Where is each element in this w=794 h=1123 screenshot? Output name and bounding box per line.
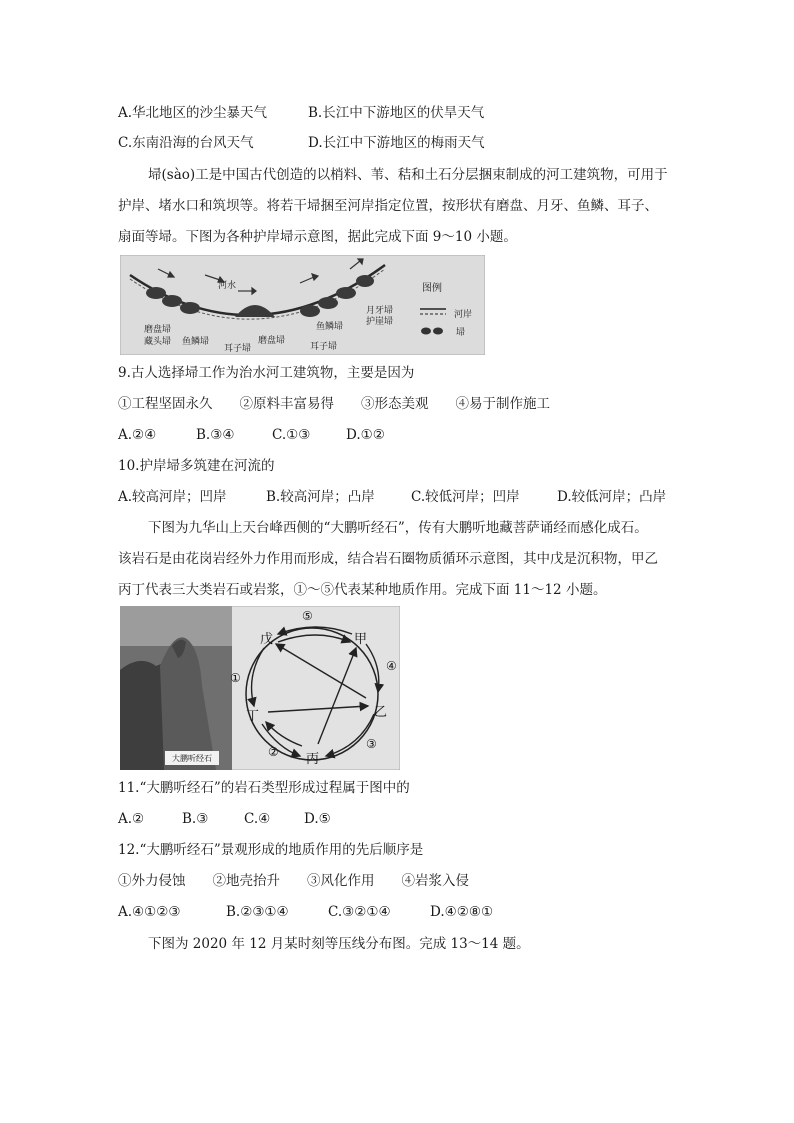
q11-stem: 11.“大鹏听经石”的岩石类型形成过程属于图中的	[118, 780, 410, 796]
q9-items: ①工程坚固永久 ②原料丰富易得 ③形态美观 ④易于制作施工	[118, 396, 550, 412]
legend-sao-label: 埽	[456, 328, 466, 338]
intro-11-12-line3: 丙丁代表三大类岩石或岩浆，①～⑤代表某种地质作用。完成下面 11～12 小题。	[118, 582, 607, 598]
q10-option-b: B.较高河岸；凸岸	[266, 489, 375, 505]
intro-9-10-line3: 扇面等埽。下图为各种护岸埽示意图，据此完成下面 9～10 小题。	[118, 229, 517, 245]
q11-option-b: B.③	[182, 811, 209, 827]
process-3: ③	[366, 737, 377, 751]
q12-option-c: C.③②①④	[328, 904, 391, 920]
label-yulin-1: 鱼鳞埽	[182, 337, 210, 347]
node-wu: 戊	[260, 632, 274, 647]
node-jia: 甲	[354, 632, 368, 647]
sao-diagram	[120, 255, 485, 355]
label-mopan-2: 磨盘埽	[258, 336, 286, 346]
q9-option-d: D.①②	[346, 427, 385, 443]
q12-option-a: A.④①②③	[118, 904, 181, 920]
q10-option-a: A.较高河岸；凹岸	[118, 489, 227, 505]
rock-cycle-figure	[120, 606, 400, 770]
q10-option-d: D.较低河岸；凸岸	[557, 489, 667, 505]
sao-diagram-figure	[120, 255, 485, 355]
legend-bank-label: 河岸	[454, 310, 473, 320]
rock-cycle-diagram	[120, 606, 400, 770]
process-5: ⑤	[302, 609, 313, 623]
q9-stem: 9.古人选择埽工作为治水河工建筑物，主要是因为	[118, 365, 415, 381]
q12-items: ①外力侵蚀 ②地壳抬升 ③风化作用 ④岩浆入侵	[118, 873, 469, 889]
q9-option-c: C.①③	[272, 427, 311, 443]
q11-option-c: C.④	[244, 811, 271, 827]
q11-option-a: A.②	[118, 811, 145, 827]
q10-stem: 10.护岸埽多筑建在河流的	[118, 458, 275, 474]
process-4: ④	[386, 659, 397, 673]
q8-option-c: C.东南沿海的台风天气	[118, 135, 254, 151]
label-huya: 护崖埽	[366, 317, 394, 327]
label-cangtou: 藏头埽	[144, 337, 172, 347]
label-yueya: 月牙埽	[366, 306, 394, 316]
process-2: ②	[268, 745, 279, 759]
label-yulin-2: 鱼鳞埽	[316, 322, 344, 332]
q8-option-b: B.长江中下游地区的伏旱天气	[308, 105, 485, 121]
q12-stem: 12.“大鹏听经石”景观形成的地质作用的先后顺序是	[118, 842, 424, 858]
q10-option-c: C.较低河岸；凹岸	[411, 489, 520, 505]
process-1: ①	[230, 671, 241, 685]
legend-title: 图例	[422, 283, 442, 294]
q8-option-d: D.长江中下游地区的梅雨天气	[308, 135, 485, 151]
label-erzi-2: 耳子埽	[310, 342, 338, 352]
q12-option-b: B.②③①④	[226, 904, 289, 920]
label-erzi-1: 耳子埽	[224, 344, 252, 354]
q9-option-a: A.②④	[118, 427, 157, 443]
photo-caption: 大鹏听经石	[172, 754, 212, 763]
intro-11-12-line2: 该岩石是由花岗岩经外力作用而形成，结合岩石圈物质循环示意图，其中戊是沉积物，甲乙	[118, 551, 658, 567]
q12-option-d: D.④②⑧①	[430, 904, 494, 920]
q8-option-a: A.华北地区的沙尘暴天气	[118, 105, 268, 121]
node-ding: 丁	[246, 709, 260, 724]
intro-9-10-line1: 埽(sào)工是中国古代创造的以梢料、苇、秸和土石分层捆束制成的河工建筑物，可用于	[148, 167, 668, 183]
q9-option-b: B.③④	[196, 427, 235, 443]
intro-13-14-line1: 下图为 2020 年 12 月某时刻等压线分布图。完成 13～14 题。	[148, 936, 530, 952]
label-mopan-1: 磨盘埽	[144, 325, 172, 335]
river-label: 河水	[218, 281, 237, 291]
intro-9-10-line2: 护岸、堵水口和筑坝等。将若干埽捆至河岸指定位置，按形状有磨盘、月牙、鱼鳞、耳子、	[118, 198, 658, 214]
node-yi: 乙	[374, 705, 388, 720]
q11-option-d: D.⑤	[304, 811, 331, 827]
intro-11-12-line1: 下图为九华山上天台峰西侧的“大鹏听经石”，传有大鹏听地藏菩萨诵经而感化成石。	[148, 520, 648, 536]
node-bing: 丙	[306, 752, 320, 767]
